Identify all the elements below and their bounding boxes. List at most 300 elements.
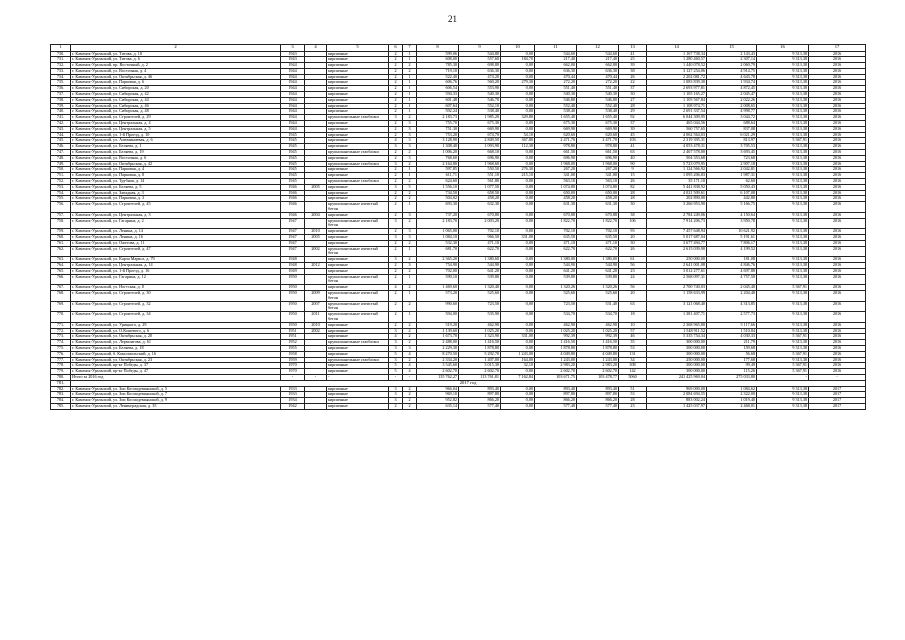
table-cell: 2016 [809,51,866,57]
table-cell: кирпичные [327,167,389,173]
table-cell: 2 [403,403,417,409]
table-cell: 3 [389,257,403,263]
table-cell: 1 [403,290,417,301]
table-cell: кирпичные [327,144,389,150]
address-cell: г. Каменск-Уральский, пр. Восточный, д. 2 [71,63,281,69]
table-cell: 1 878,80 [459,345,501,351]
table-cell: 184,70 [501,57,535,63]
table-cell: 4 049,80 [577,351,619,357]
table-cell: 754,90 [417,262,459,268]
table-cell: крупнопанельные ячеистый бетон [327,202,389,213]
table-cell: 3 [389,184,403,190]
table-cell: 544,90 [459,262,501,268]
table-cell: 2 [403,68,417,74]
table-cell: крупнопанельные газоблоки [327,115,389,121]
address-cell: г. Каменск-Уральский, ул. Восточная, д. 4 [71,68,281,74]
table-cell: кирпичные [327,322,389,328]
table-cell: 1 083 839,30 [647,80,707,86]
table-cell: 2009 [305,290,327,301]
table-cell: 1944 [281,74,305,80]
table-cell: 631,30 [535,202,577,213]
address-cell: г. Каменск-Уральский, ул. Карла Маркса, д. 79 [71,257,281,263]
table-cell: 670,88 [535,212,577,218]
table-cell: 2 [403,322,417,328]
table-cell: - [327,374,389,380]
table-cell: 2 [403,196,417,202]
table-cell: 552,40 [577,103,619,109]
table-cell: 0,00 [501,63,535,69]
table-cell: 742. [51,121,71,127]
table-cell: 2016 [809,161,866,167]
table-cell: 45 [619,132,647,138]
table-cell: 0,00 [501,161,535,167]
table-cell: 2 365,20 [417,257,459,263]
table-cell: 3 127 254,06 [647,68,707,74]
table-cell: 54,10 [501,132,535,138]
table-cell: 1 822,70 [535,218,577,229]
table-cell: 2016 [809,369,866,375]
table-cell: 1947 [281,240,305,246]
table-cell: 367,80 [501,138,535,144]
table-cell: 9 313,38 [757,345,809,351]
table-cell: 2 [403,357,417,363]
table-cell: 1944 [281,103,305,109]
table-cell: 2 700 740,03 [647,285,707,291]
table-cell: 1 380,60 [459,257,501,263]
table-cell: 0,00 [501,103,535,109]
table-cell: 0,00 [501,392,535,398]
table-cell: 607,64 [417,103,459,109]
table-cell: 0,00 [501,92,535,98]
table-cell: 1948 [281,262,305,268]
table-cell: 1944 [281,126,305,132]
table-cell: 2 693 977,81 [647,86,707,92]
address-cell: г. Каменск-Уральский, ул. Титова, д. 10 [71,51,281,57]
table-cell: 1946 [281,196,305,202]
table-cell: 5 [403,184,417,190]
table-cell: 504 353,68 [647,155,707,161]
table-cell: 753. [51,184,71,190]
table-cell: 2 164,80 [417,161,459,167]
table-cell: 756. [51,202,71,213]
table-cell: 2 022,26 [707,97,757,103]
address-cell: г. Каменск-Уральский, ул. Ленинградская, д. 35 [71,403,281,409]
table-cell: 29 [619,109,647,115]
address-cell: г. Каменск-Уральский, ул. 1-й Проезд, д. 10 [71,132,281,138]
table-cell: 544,80 [459,51,501,57]
table-cell: 3 [403,138,417,144]
address-cell: г. Каменск-Уральский, ул. Сибирская, д. 48 [71,109,281,115]
table-cell: 2017 [809,386,866,392]
table-cell: 2 322,00 [707,392,757,398]
table-cell: 560,20 [459,80,501,86]
table-cell [305,403,327,409]
table-cell: 30 [619,92,647,98]
table-cell: 2 [389,312,403,323]
table-cell: 978,80 [535,144,577,150]
table-cell: 9 313,38 [757,144,809,150]
address-cell: г. Каменск-Уральский, ул. Восточная, д. 6 [71,155,281,161]
table-cell: 1944 [281,109,305,115]
table-cell: 2 [403,115,417,121]
table-cell: 2 602,70 [577,369,619,375]
table-cell: 2016 [809,218,866,229]
table-cell: 539,80 [577,274,619,285]
table-cell: 775. [51,345,71,351]
table-cell: 969,10 [417,392,459,398]
address-cell: г. Каменск-Уральский, ул. Гагарина, д. 2 [71,218,281,229]
table-cell: 2016 [809,340,866,346]
table-row [51,403,866,409]
table-cell: 1958 [281,351,305,357]
table-cell: 2 471,70 [535,138,577,144]
address-cell: г. Каменск-Уральский, ул. Строителей, д. 30 [71,290,281,301]
table-cell: 1 [403,246,417,257]
table-cell: 538,40 [535,109,577,115]
address-cell: г. Каменск-Уральский, ул. Парковая, д. 8 [71,173,281,179]
table-cell: кирпичные [327,386,389,392]
table-cell: 2 [389,322,403,328]
table-cell: 0,00 [501,74,535,80]
table-cell: 2 202 081,72 [647,74,707,80]
table-cell: 28 [619,196,647,202]
table-cell: 504,02 [417,196,459,202]
table-cell: 112,30 [501,144,535,150]
table-cell: 0,00 [501,212,535,218]
address-cell: г. Каменск-Уральский, ул. Беляева, д. 18 [71,345,281,351]
table-cell: 1 095 206,83 [647,173,707,179]
table-cell: 546,80 [535,97,577,103]
table-cell: кирпичные [327,51,389,57]
address-cell: г. Каменск-Уральский, ул. Строителей, д. 34 [71,312,281,323]
table-cell: 1 416,50 [535,340,577,346]
table-cell: кирпичные [327,257,389,263]
table-cell: 1 673,70 [417,334,459,340]
table-cell: 1944 [281,86,305,92]
table-cell: 2 602,70 [535,369,577,375]
table-cell: 2 [389,126,403,132]
table-cell: 0,00 [501,155,535,161]
table-cell: 27 [619,97,647,103]
table-cell: 764. [51,262,71,268]
table-cell: 2 [403,218,417,229]
table-cell: 557,60 [459,57,501,63]
table-cell: 458,20 [535,196,577,202]
table-cell: 1945 [281,155,305,161]
table-cell: 2 [403,161,417,167]
table-cell: 181,08 [707,257,757,263]
header-cell: 15 [707,45,757,52]
table-cell: 3 121 068,40 [647,301,707,312]
table-cell: 762. [51,246,71,257]
table-cell: 63 [619,301,647,312]
table-cell: 1944 [281,68,305,74]
table-cell: 723,50 [535,301,577,312]
table-cell: 0,00 [501,179,535,185]
table-cell: 0,00 [501,97,535,103]
table-cell: 732. [51,63,71,69]
address-cell: г. Каменск-Уральский, ул. Центральная, д. 4 [71,121,281,127]
table-cell: 300 000,00 [647,363,707,369]
table-cell: 525,60 [577,290,619,301]
table-cell: 561,80 [459,179,501,185]
table-cell: 669,90 [535,126,577,132]
table-cell: 1945 [281,179,305,185]
table-cell: 563,10 [535,179,577,185]
table-cell: крупнопанельные ячеистый бетон [327,218,389,229]
table-cell [305,218,327,229]
table-cell: 5 441 838,92 [647,184,707,190]
table-cell: 1950 [281,322,305,328]
address-cell: г. Каменск-Уральский, ул. Парковая, д. 4 [71,167,281,173]
table-cell: 1934 [281,398,305,404]
table-cell: 540,30 [459,92,501,98]
address-cell: г. Каменск-Уральский, ул. Ожегова, д. 11 [71,240,281,246]
table-cell: 4 [389,285,403,291]
table-cell: 2016 [809,92,866,98]
table-cell: 539,80 [459,274,501,285]
table-cell: 2 [389,290,403,301]
table-cell: 3 950,78 [707,218,757,229]
table-cell: 2005 [305,235,327,241]
table-cell: 1 280 460,57 [647,57,707,63]
table-cell: 766. [51,274,71,285]
table-cell: 279,30 [501,80,535,86]
table-cell: 2016 [809,138,866,144]
table-row [51,218,866,229]
table-cell: 6 021,29 [707,132,757,138]
table-cell: 9 313,38 [757,218,809,229]
table-cell: 4 643,78 [707,74,757,80]
table-cell: 1 158 633,99 [647,290,707,301]
table-cell: 641,20 [577,268,619,274]
table-cell: 1 [403,97,417,103]
table-cell: 267,20 [535,167,577,173]
table-cell: 9 313,38 [757,155,809,161]
table-cell: 2016 [809,184,866,190]
address-cell: г. Каменск-Уральский, ул. О.Кошевого, д. 6 [71,328,281,334]
table-cell: 241 425 969,04 [647,374,707,380]
table-cell: 1946 [281,202,305,213]
table-cell: 2016 [809,240,866,246]
table-cell: 1933 [281,386,305,392]
table-cell: 250 000,00 [647,257,707,263]
address-cell: г. Каменск-Уральский, ул. Октябрьская, д. 42 [71,161,281,167]
table-cell: 2016 [809,312,866,323]
table-cell: 23 [619,403,647,409]
table-cell: 2016 [809,229,866,235]
section-title-2017: 2017 год [71,380,866,386]
table-cell: 734,50 [417,190,459,196]
table-cell: 2 [389,229,403,235]
table-cell: 4 914,75 [707,68,757,74]
table-cell: 0,00 [501,345,535,351]
table-cell: 300 000,00 [647,369,707,375]
table-cell: 1944 [281,80,305,86]
table-cell: 1945 [281,138,305,144]
table-cell: 4 [403,369,417,375]
table-cell: 5 292,70 [459,351,501,357]
table-cell: 62,60 [707,179,757,185]
table-cell: 92 [619,115,647,121]
table-cell: 702,10 [459,229,501,235]
table-cell: 590,10 [417,274,459,285]
table-cell: 103 478,77 [577,374,619,380]
table-cell: кирпичные [327,190,389,196]
table-row [51,301,866,312]
table-cell: 0,00 [501,386,535,392]
address-cell: г. Каменск-Уральский, ул. Ленина, д. 14 [71,229,281,235]
table-cell: 2 [389,109,403,115]
table-cell: 9 313,38 [757,196,809,202]
table-cell: 544,90 [535,262,577,268]
address-cell: г. Каменск-Уральский, ул. Центральная, д. 5 [71,126,281,132]
table-cell: 2 [389,68,403,74]
table-cell: 37 [619,121,647,127]
table-cell: кирпичные [327,262,389,268]
table-cell: 2 [389,121,403,127]
table-cell: 9 313,38 [757,161,809,167]
table-cell: кирпичные [327,398,389,404]
table-cell: 471,10 [459,240,501,246]
table-cell: 3 [389,115,403,121]
table-cell: 2004 [305,212,327,218]
table-cell: 750. [51,167,71,173]
table-cell: 525,60 [459,290,501,301]
table-cell: 9 313,38 [757,229,809,235]
table-cell: 115,26 [707,369,757,375]
table-cell: 1 968,00 [577,161,619,167]
table-cell: 9 313,38 [757,51,809,57]
table-cell: 4 313,85 [707,301,757,312]
table-cell: 9 313,38 [757,240,809,246]
table-cell: 551,10 [459,173,501,179]
housing-register-table [50,44,866,410]
table-cell: 978,80 [577,144,619,150]
table-cell: 675,30 [535,121,577,127]
table-cell: 9 313,38 [757,97,809,103]
table-cell: 2 468,01 [707,403,757,409]
table-cell: 1 074,80 [535,184,577,190]
table-cell: 131 [619,351,647,357]
table-cell: 3 [389,218,403,229]
table-cell: 534,70 [577,312,619,323]
table-cell: 1950 [281,290,305,301]
table-cell: 2 [389,274,403,285]
table-cell: 3 693,45 [707,150,757,156]
table-cell: 0,00 [501,121,535,127]
table-cell: 5 367,91 [757,138,809,144]
table-cell: 866,20 [459,398,501,404]
table-cell: 26 [619,246,647,257]
table-cell: 1 084,62 [707,386,757,392]
table-cell: 1 469,60 [417,285,459,291]
table-cell: 9 313,38 [757,57,809,63]
table-cell: 9 313,38 [757,126,809,132]
table-cell: 608,00 [417,57,459,63]
table-cell: 2 [403,190,417,196]
table-cell: 56 [619,262,647,268]
header-cell: 8 [417,45,459,52]
table-cell: 769. [51,301,71,312]
address-cell: г. Каменск-Уральский, ул. Алюминиевая, д. 6 [71,138,281,144]
table-cell: 535,90 [459,312,501,323]
table-cell: 746. [51,144,71,150]
table-cell: 211,79 [707,340,757,346]
table-cell: 4 [389,334,403,340]
table-cell: 2016 [809,155,866,161]
table-cell: 3 [389,345,403,351]
table-cell: 2016 [809,126,866,132]
table-cell: 2016 [809,144,866,150]
table-cell: 1945 [281,132,305,138]
table-cell: 755,70 [417,121,459,127]
table-cell: 1 407,00 [459,357,501,363]
table-cell: кирпичные [327,126,389,132]
table-cell: 2010 [305,229,327,235]
table-cell: 751. [51,173,71,179]
table-cell: 9 313,38 [757,74,809,80]
table-cell: 2 [389,240,403,246]
table-cell: 1 [403,51,417,57]
table-cell: кирпичные [327,285,389,291]
table-cell: 2016 [809,121,866,127]
table-cell: кирпичные [327,132,389,138]
table-cell: 0,00 [501,229,535,235]
table-cell: 2 [389,212,403,218]
table-cell: 681,70 [417,246,459,257]
table-cell: 544,90 [577,262,619,268]
table-cell: 2 [389,246,403,257]
table-cell: 0,00 [501,190,535,196]
table-cell: 620,60 [577,132,619,138]
table-cell: 592,24 [417,109,459,115]
table-cell: 2016 [809,268,866,274]
table-cell: 883 002,24 [647,398,707,404]
address-cell: г. Каменск-Уральский, ул. Зои Космодемьянской, д. 9 [71,398,281,404]
table-cell: 2002 [305,246,327,257]
table-cell: 785,30 [417,63,459,69]
table-cell: 693,30 [417,202,459,213]
table-cell: 738. [51,97,71,103]
table-cell: 688,64 [707,121,757,127]
table-cell: 4 [403,363,417,369]
table-cell: 9 313,38 [757,63,809,69]
table-cell: 272,20 [577,80,619,86]
table-cell: 1933 [281,392,305,398]
table-cell: 733. [51,68,71,74]
table-cell: 7 806,17 [707,240,757,246]
table-cell: кирпичные [327,103,389,109]
table-cell: 331,00 [501,334,535,340]
table-cell: 275 033,80 [707,374,757,380]
table-cell: 760. [51,235,71,241]
table-cell: 5 723 079,95 [647,161,707,167]
table-cell: 534,70 [535,312,577,323]
table-cell: 1943 [281,51,305,57]
table-cell: 1 987,31 [707,173,757,179]
table-cell: крупнопанельные ячеистый бетон [327,290,389,301]
header-cell: 3 [281,45,305,52]
table-cell: 3 [389,340,403,346]
table-cell: 1 822,70 [577,218,619,229]
table-cell: 897,80 [577,392,619,398]
table-cell: 1949 [281,268,305,274]
table-cell: 751,30 [417,126,459,132]
table-cell: 577,40 [577,403,619,409]
table-cell: 0,00 [501,369,535,375]
table-cell: 0,00 [501,262,535,268]
